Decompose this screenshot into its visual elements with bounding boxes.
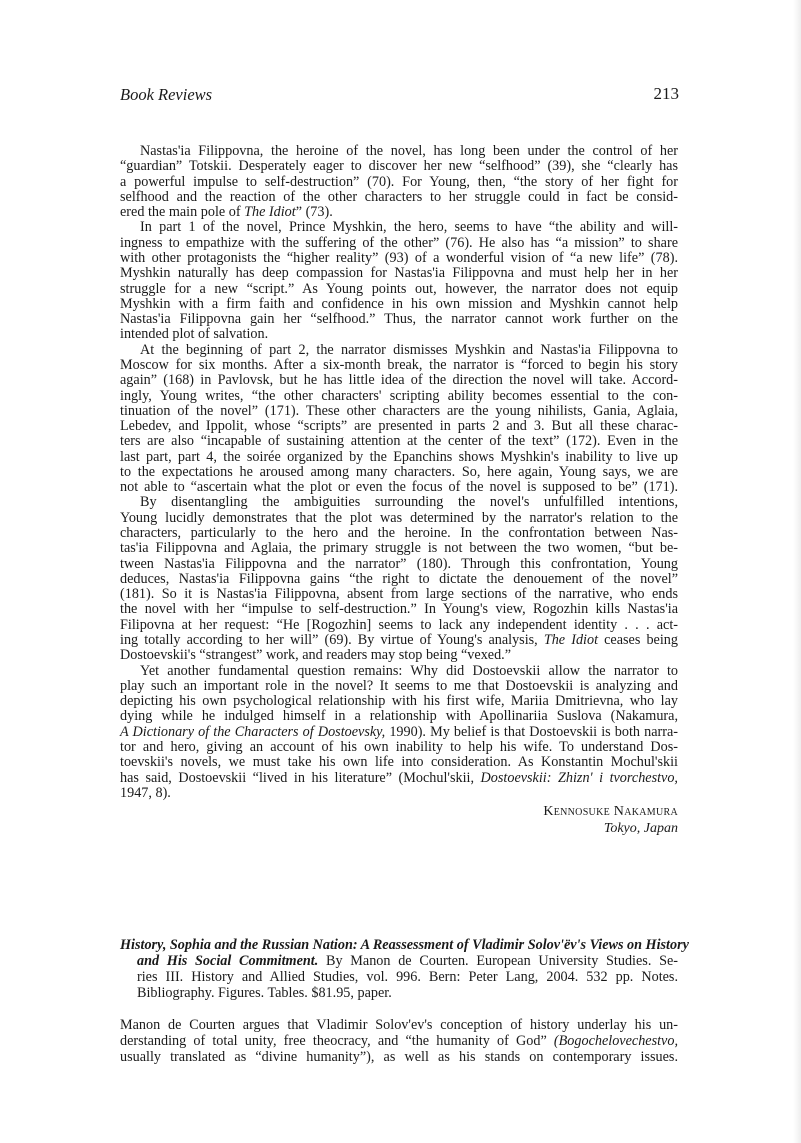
paragraph-line (120, 526, 678, 541)
text-run: depicting his own psychological relationship with his first wife, Mariia Dmitrievna, who lay (120, 693, 678, 710)
text-run: “guardian” Totskii. Desperately eager to discover her new “selfhood” (39), she “clearly has (120, 158, 678, 175)
text-run: the novel with her “impulse to self-destruction.” In Young's view, Rogozhin kills Nastas'ia (120, 601, 678, 618)
book-citation (120, 937, 689, 1001)
emphasized-text: Dostoevskii: Zhizn' i tvorchestvo, (480, 769, 678, 786)
text-run: By disentangling the ambiguities surrounding the novel's unfulfilled intentions, (140, 494, 678, 511)
text-run: derstanding of total unity, free theocracy, and “the humanity of God” (120, 1033, 554, 1049)
running-header-title: Book Reviews (120, 85, 213, 104)
text-run: again” (168) in Pavlovsk, but he has little idea of the direction the novel will take. Accord- (120, 372, 678, 389)
text-run: ingly, Young writes, “the other characters' scripting ability becomes essential to the con- (120, 387, 678, 404)
text-run: ters are also “incapable of sustaining attention at the center of the text” (172). Even in the (120, 433, 678, 450)
paragraph-line (120, 419, 678, 434)
citation-line (120, 953, 678, 969)
paragraph-line (120, 236, 678, 251)
paragraph-line (120, 343, 678, 358)
emphasized-text: The Idiot (244, 204, 296, 221)
text-run: to the expectations he aroused among many characters. So, here again, Young says, we are (120, 463, 678, 480)
text-run: At the beginning of part 2, the narrator dismisses Myshkin and Nastas'ia Filippovna to (140, 341, 678, 358)
paragraph-line (120, 251, 678, 266)
citation-line (120, 985, 678, 1001)
text-run: In part 1 of the novel, Prince Myshkin, the hero, seems to have “the ability and will- (140, 219, 678, 236)
emphasized-text: and His Social Commitment. (137, 953, 319, 969)
paragraph-line (120, 404, 678, 419)
text-run: ered the main pole of (120, 204, 245, 221)
paragraph-line (120, 755, 678, 770)
emphasized-text: (Bogochelovechestvo, (553, 1033, 678, 1049)
paragraph-line (120, 602, 678, 617)
text-run: dying while he indulged himself in a relationship with Apollinariia Suslova (Nakamura, (120, 708, 678, 725)
reviewer-location: Tokyo, Japan (603, 821, 678, 836)
paragraph-line (120, 709, 678, 724)
paragraph-line (120, 495, 678, 510)
paragraph-line (120, 679, 678, 694)
text-run: struggle for a new “script.” As Young points out, however, the narrator does not equip (120, 280, 678, 297)
text-run: characters, particularly to the hero and the heroine. In the confrontation between Nas- (120, 525, 678, 542)
paragraph-line (120, 541, 678, 556)
text-run: tor and hero, giving an account of his own inability to help his wife. To understand Dos- (120, 738, 678, 755)
paragraph-line (120, 587, 678, 602)
paragraph-line (120, 1017, 678, 1033)
page-edge (793, 0, 801, 1143)
text-run: Nastas'ia Filippovna, the heroine of the novel, has long been under the control of her (140, 143, 678, 159)
emphasized-text: The Idiot (543, 632, 599, 648)
paragraph-line (120, 266, 678, 281)
paragraph-line (120, 358, 678, 373)
paragraph-line (120, 664, 678, 679)
paragraph-line (120, 771, 678, 786)
paragraph-line (120, 694, 678, 709)
text-run: 1990). My belief is that Dostoevskii is both narra- (385, 723, 678, 740)
paragraph-line (120, 450, 678, 465)
text-run: Young lucidly demonstrates that the plot was determined by the narrator's relation to the (120, 509, 678, 526)
paragraph-line (120, 1049, 678, 1065)
text-run: with other protagonists the “higher reality” (93) of a wonderful vision of “a new life” (78). (120, 249, 678, 266)
text-run: deduces, Nastas'ia Filippovna gains “the right to dictate the denouement of the novel” (120, 570, 678, 587)
paragraph-line (120, 389, 678, 404)
paragraph-line (120, 740, 678, 755)
citation-line (120, 969, 678, 985)
text-run: ceases being (598, 632, 678, 648)
paragraph-line (120, 282, 678, 297)
paragraph-line (120, 786, 678, 801)
text-run: usually translated as “divine humanity”), as well as his stands on contemporary issues. (120, 1049, 678, 1065)
paragraph-line (120, 557, 678, 572)
text-run: tas'ia Filippovna and Aglaia, the primary struggle is not between the two women, “but be- (120, 540, 678, 557)
paragraph-line (120, 205, 678, 220)
paragraph-line (120, 144, 678, 159)
paragraph-line (120, 648, 678, 663)
paragraph-line (120, 434, 678, 449)
text-run: Lebedev, and Ippolit, whose “scripts” are presented in parts 2 and 3. But all these charac- (120, 418, 678, 435)
paragraph-line (120, 373, 678, 388)
text-run: (181). So it is Nastas'ia Filippovna, absent from large sections of the narrative, who ends (120, 586, 678, 603)
text-run: tinuation of the novel” (171). These other characters are the young nihilists, Gania, Aglaia, (120, 402, 678, 419)
emphasized-text: History, Sophia and the Russian Nation: A Reassessment of Vladimir Solov'ëv's Views on History (120, 937, 689, 953)
emphasized-text: A Dictionary of the Characters of Dostoevsky, (120, 723, 386, 740)
text-run: Nastas'ia Filippovna gain her “selfhood.” Thus, the narrator cannot work further on the (120, 311, 678, 328)
text-run: Dostoevskii's “strangest” work, and readers may stop being “vexed.” (120, 647, 512, 664)
text-run: tween Nastas'ia Filippovna and the narrator” (180). Through this confrontation, Young (120, 555, 678, 572)
text-run: toevskii's novels, we must take his own life into consideration. As Konstantin Mochul'skii (120, 754, 678, 771)
text-run: last part, part 4, the soirée organized by the Epanchins shows Myshkin's inability to live up (120, 448, 678, 465)
text-run: Yet another fundamental question remains: Why did Dostoevskii allow the narrator to (140, 662, 678, 679)
paragraph-line (120, 190, 678, 205)
text-run: Moscow for six months. After a six-month break, the narrator is “forced to begin his story (120, 356, 678, 373)
text-run: not able to “ascertain what the plot or even the focus of the novel is supposed to be” (171). (120, 479, 678, 496)
text-run: a powerful impulse to self-destruction” (70). For Young, then, “the story of her fight for (120, 173, 678, 190)
page-number: 213 (653, 84, 679, 103)
paragraph-line (120, 465, 678, 480)
text-run: intended plot of salvation. (120, 326, 269, 343)
paragraph-line (120, 297, 678, 312)
paragraph-line (120, 1033, 678, 1049)
paragraph-line (120, 618, 678, 633)
text-run: play such an important role in the novel? It seems to me that Dostoevskii is analyzing and (120, 677, 678, 694)
paragraph-line (120, 220, 678, 235)
text-run: ries III. History and Allied Studies, vol. 996. Bern: Peter Lang, 2004. 532 pp. Notes. (137, 969, 678, 985)
text-run: Manon de Courten argues that Vladimir Solov'ev's conception of history underlay his un- (120, 1017, 678, 1033)
paragraph-line (120, 159, 678, 174)
text-run: Filipovna at her request: “He [Rogozhin] seems to lack any independent identity . . . act- (120, 616, 678, 633)
text-run: selfhood and the reaction of the other characters to her struggle could in fact be consid- (120, 188, 678, 205)
next-review-body (120, 1017, 678, 1065)
text-run: 1947, 8). (120, 784, 171, 801)
paragraph-line (120, 327, 678, 342)
text-run: Bibliography. Figures. Tables. $81.95, paper. (137, 985, 392, 1001)
paragraph-line (120, 175, 678, 190)
paragraph-line (120, 572, 678, 587)
citation-line (120, 937, 689, 953)
paragraph-line (120, 312, 678, 327)
reviewer-name: Kennosuke Nakamura (543, 804, 678, 819)
paragraph-line (120, 511, 678, 526)
text-run: Myshkin naturally has deep compassion for Nastas'ia Filippovna and must help her in her (120, 265, 678, 282)
text-run: ing totally according to her will” (69). By virtue of Young's analysis, (120, 632, 544, 648)
paragraph-line (120, 480, 678, 495)
text-run: Myshkin with a firm faith and confidence in his own mission and Myshkin cannot help (120, 295, 678, 312)
text-run: By Manon de Courten. European University Studies. Se- (318, 953, 679, 969)
paragraph-line (120, 725, 678, 740)
text-run: ” (73). (295, 204, 333, 221)
review-body (120, 144, 678, 801)
paragraph-line (120, 633, 678, 648)
text-run: ingness to empathize with the suffering of the other” (76). He also has “a mission” to share (120, 234, 678, 251)
text-run: has said, Dostoevskii “lived in his literature” (Mochul'skii, (120, 769, 481, 786)
